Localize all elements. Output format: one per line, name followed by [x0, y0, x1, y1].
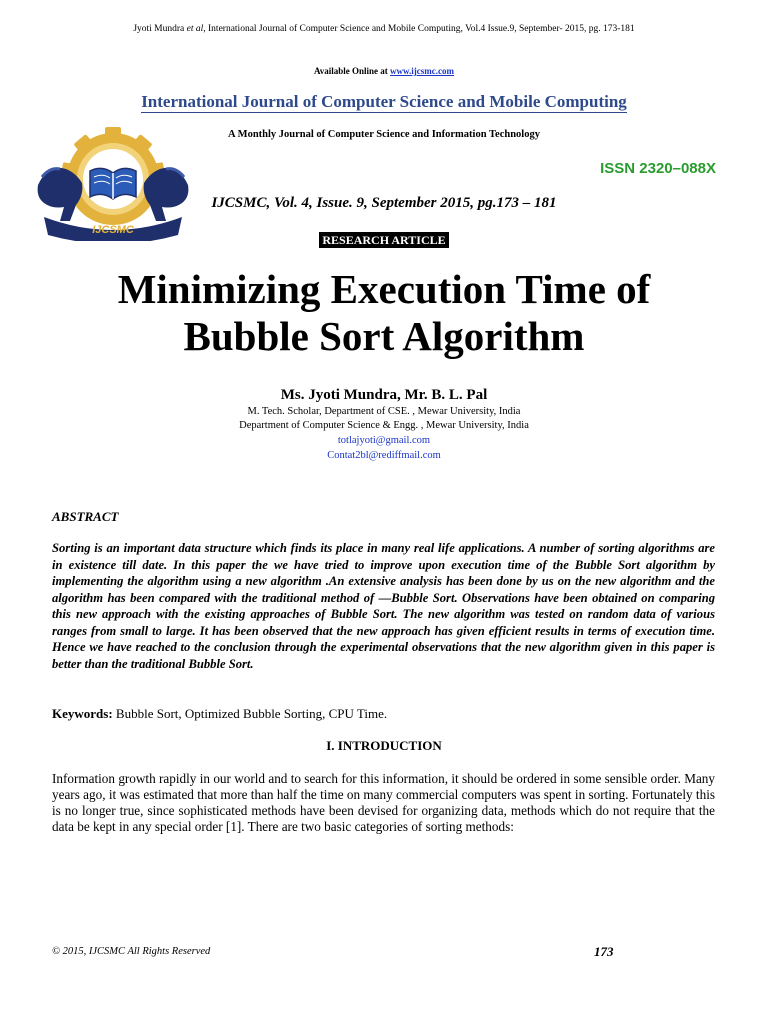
- running-header: [0, 24, 768, 34]
- authors: Ms. Jyoti Mundra, Mr. B. L. Pal: [280, 387, 488, 403]
- author-email-2[interactable]: Contat2bl@rediffmail.com: [327, 450, 441, 461]
- journal-logo: [30, 125, 196, 241]
- paper-title: [0, 266, 768, 360]
- author-email-1[interactable]: totlajyoti@gmail.com: [337, 435, 431, 446]
- abstract-heading: ABSTRACT: [52, 509, 119, 524]
- paper-title-line2: Bubble Sort Algorithm: [183, 313, 585, 359]
- open-book-icon: [90, 168, 136, 199]
- lion-left-icon: [38, 168, 83, 221]
- available-online-label: Available Online at: [313, 66, 391, 76]
- citation-line: IJCSMC, Vol. 4, Issue. 9, September 2015, pg.173 – 181: [211, 195, 557, 211]
- running-header-rest: , International Journal of Computer Science and Mobile Computing, Vol.4 Issue.9, September- 2015, pg. 173-181: [203, 24, 635, 34]
- logo-banner-text: IJCSMC: [92, 224, 134, 236]
- introduction-text: Information growth rapidly in our world and to search for this information, it should be ordered in some sensible order. Many years ago, it was estimated that more than half the time on many commercial computers was spent in sorting. Fortunately this is no longer true, since sophisticated methods have been devised for organizing data, methods which do not require that the data be kept in any special order [1]. There are two basic categories of sorting methods:: [52, 771, 715, 834]
- journal-subtitle: A Monthly Journal of Computer Science and Information Technology: [228, 129, 540, 140]
- keywords: [52, 706, 715, 722]
- running-header-etal: et al: [186, 24, 204, 34]
- journal-title: [0, 92, 768, 112]
- affiliation-1: M. Tech. Scholar, Department of CSE. , Mewar University, India: [247, 406, 521, 417]
- page-number: 173: [594, 944, 614, 959]
- section-heading-introduction: I. INTRODUCTION: [326, 738, 442, 753]
- paper-title-line1: Minimizing Execution Time of: [117, 266, 651, 312]
- available-online: [0, 66, 768, 76]
- article-type-wrap: [0, 231, 768, 249]
- affiliation-2: Department of Computer Science & Engg. , Mewar University, India: [239, 420, 529, 431]
- keywords-value: Bubble Sort, Optimized Bubble Sorting, CPU Time.: [112, 706, 388, 721]
- journal-title-text: International Journal of Computer Science and Mobile Computing: [141, 92, 627, 111]
- journal-website-link[interactable]: www.ijcsmc.com: [390, 66, 455, 76]
- article-type-badge: RESEARCH ARTICLE: [319, 232, 448, 248]
- keywords-label: Keywords:: [52, 706, 113, 721]
- running-header-author: Jyoti Mundra: [133, 24, 185, 34]
- abstract-text: Sorting is an important data structure which finds its place in many real life applications. A number of sorting algorithms are in existence till date. In this paper the we have tried to improve upon execution time of the Bubble Sort algorithm by implementing the algorithm using a new algorithm .An extensive analysis has been done by us on the new algorithm and the algorithm has been compared with the traditional method of ―Bubble Sort. Observations have been obtained on comparing this new approach with the existing approaches of Bubble Sort. The new algorithm was tested on random data of various ranges from small to large. It has been observed that the new approach has given efficient results in terms of execution time. Hence we have reached to the conclusion through the experimental observations that the new algorithm given in this paper is better than the traditional Bubble Sort.: [52, 541, 715, 671]
- footer-copyright: © 2015, IJCSMC All Rights Reserved: [52, 946, 211, 957]
- issn-number: ISSN 2320–088X: [600, 160, 716, 177]
